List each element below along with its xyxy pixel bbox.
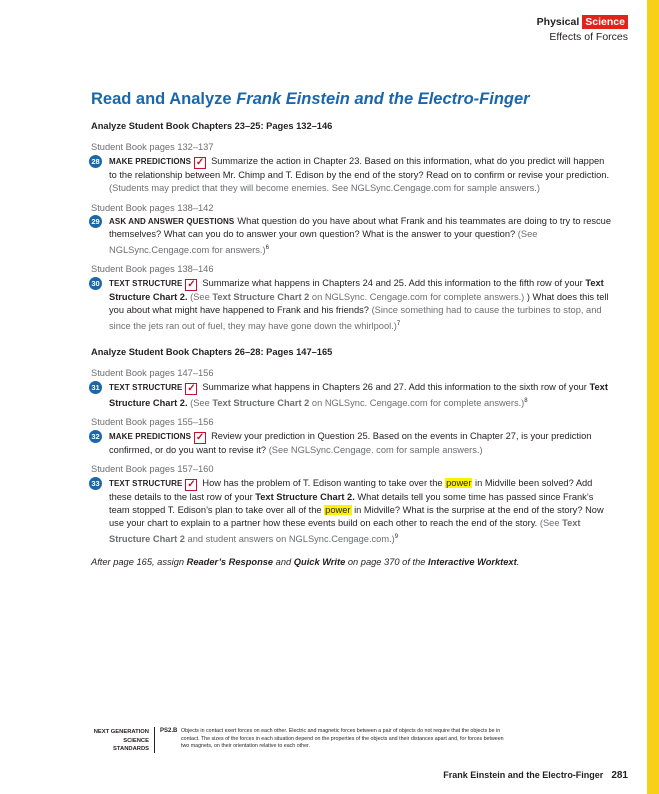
question-item [91, 215, 611, 257]
assignment-note [91, 556, 611, 569]
page-title [91, 90, 530, 109]
assignment-text: on page 370 of the [345, 557, 428, 568]
footnote-marker: 6 [265, 244, 269, 251]
footer-divider [154, 727, 155, 753]
brand-label [534, 15, 628, 29]
standard-description: Objects in contact exert forces on each other. Electric and magnetic forces between a pair of objects do not require that the objects be in contact. The sizes of the forces in each situation depend on the properties of the objects and their distances apart and, for forces between two magnets, on their orientation relative to each other. [181, 728, 504, 750]
answer-text: (See [539, 518, 563, 529]
assignment-title: Reader’s Response [186, 557, 274, 568]
highlighted-word: power [325, 505, 351, 515]
side-color-bar [647, 0, 659, 794]
question-item [91, 477, 611, 547]
question-text: in Midville? What is the surprise at the end of the story? Now use your chart to explain to a partner how these events build on each other to reach the end of the story. [109, 505, 604, 529]
standard-code: PS2.B [160, 728, 178, 734]
skill-label: ASK AND ANSWER QUESTIONS [109, 217, 235, 227]
question-number-badge: 30 [89, 277, 102, 290]
title-book: Frank Einstein and the Electro-Finger [236, 90, 530, 108]
answer-text: (See NGLSync.Cengage. com for sample answers.) [268, 444, 483, 455]
section-heading-1: Analyze Student Book Chapters 23–25: Pages 132–146 [91, 121, 333, 131]
chart-name: Text Structure Chart 2. [109, 277, 604, 302]
standards-label-line: SCIENCE [123, 737, 149, 744]
pages-label: Student Book pages 157–160 [91, 464, 214, 475]
question-text: How has the problem of T. Edison wanting to take over the [202, 477, 446, 488]
question-number-badge: 29 [89, 215, 102, 228]
pages-label: Student Book pages 155–156 [91, 417, 214, 428]
assignment-text: . [516, 557, 520, 568]
skill-label: TEXT STRUCTURE [109, 278, 183, 288]
question-item [91, 381, 611, 411]
question-number-badge: 32 [89, 430, 102, 443]
answer-chart-name: Text Structure Chart 2 [212, 397, 310, 408]
footnote-marker: 7 [396, 320, 401, 327]
question-text: What question do you have about what Frank and his teammates are doing to try to rescue themselves? What can you do to answer your own question? What is the answer to your question? [109, 216, 612, 240]
answer-chart-name: Text Structure Chart 2 [109, 518, 581, 544]
skill-label: MAKE PREDICTIONS [109, 431, 192, 441]
answer-text: (Since something had to cause the turbines to stop, and since the jets ran out of fuel, they may have gone down the whirlpool.) [109, 305, 602, 331]
answer-text: and student answers on NGLSync.Cengage.com.) [184, 533, 395, 544]
page-footer [443, 770, 628, 781]
answer-text: (See NGLSync.Cengage.com for answers.) [109, 229, 538, 255]
skill-label: TEXT STRUCTURE [109, 382, 183, 392]
standards-label-line: STANDARDS [113, 746, 149, 752]
assignment-title: Interactive Worktext [428, 557, 517, 568]
answer-text: (See [190, 397, 213, 408]
checkbox-icon: ✓ [187, 278, 196, 290]
skill-label: TEXT STRUCTURE [109, 478, 183, 488]
checkbox-icon: ✓ [187, 382, 196, 394]
brand-word-science: Science [582, 15, 628, 29]
chart-name: Text Structure Chart 2. [109, 381, 608, 408]
checkbox-icon: ✓ [195, 156, 205, 168]
question-text: Summarize what happens in Chapters 24 and 25. Add this information to the fifth row of your [202, 277, 586, 288]
assignment-text: and [273, 557, 294, 568]
title-lead: Read and Analyze [91, 90, 237, 108]
assignment-title: Quick Write [293, 557, 346, 568]
question-text: Review your prediction in Question 25. Based on the events in Chapter 27, is your prediction confirmed, or do you want to revise it? [109, 430, 592, 455]
pages-label: Student Book pages 132–137 [91, 142, 214, 153]
checkbox-icon: ✓ [195, 431, 205, 443]
question-item [91, 155, 611, 196]
question-text: What details tell you some time has passed since Frank’s team stopped T. Edison’s plan to take over all of the [109, 491, 594, 515]
question-number-badge: 28 [89, 155, 102, 168]
skill-label: MAKE PREDICTIONS [109, 156, 192, 166]
question-text: ) What does this tell you about what might have happened to Frank and his friends? [109, 291, 609, 316]
answer-text: on NGLSync. Cengage.com for complete answers.) [309, 291, 525, 302]
question-item [91, 277, 611, 333]
assignment-text: After page 165, assign [91, 557, 187, 568]
answer-text: on NGLSync. Cengage.com for complete answers.) [309, 397, 525, 408]
answer-chart-name: Text Structure Chart 2 [212, 291, 310, 302]
question-item [91, 430, 611, 457]
question-number-badge: 31 [89, 381, 102, 394]
main-content [91, 120, 611, 570]
highlighted-word: power [446, 477, 472, 488]
brand-word-physical: Physical [536, 16, 580, 28]
pages-label: Student Book pages 138–146 [91, 264, 214, 275]
question-text: in Midville been solved? Add these details to the last row of your [109, 477, 593, 502]
brand-header [534, 15, 628, 43]
standards-label [75, 728, 149, 754]
standards-label-line: NEXT GENERATION [93, 729, 149, 735]
unit-subtitle: Effects of Forces [549, 31, 628, 43]
question-text: Summarize the action in Chapter 23. Based on this information, what do you predict will happen to the relationship between Mr. Chimp and T. Edison by the end of the story? Read on to confirm or revise your prediction. [109, 155, 610, 180]
question-number-badge: 33 [89, 477, 102, 490]
chart-name: Text Structure Chart 2. [255, 491, 355, 502]
footnote-marker: 9 [394, 533, 399, 540]
answer-text: (Students may predict that they will become enemies. See NGLSync.Cengage.com for sample answers.) [109, 183, 540, 194]
answer-text: (See [190, 291, 213, 302]
page-number: 281 [611, 770, 628, 781]
pages-label: Student Book pages 147–156 [91, 368, 214, 379]
question-text: Summarize what happens in Chapters 26 and 27. Add this information to the sixth row of your [202, 381, 590, 392]
footer-book-title: Frank Einstein and the Electro-Finger [443, 770, 604, 780]
checkbox-icon: ✓ [187, 478, 196, 490]
footnote-marker: 8 [524, 397, 528, 404]
section-heading-2: Analyze Student Book Chapters 26–28: Pages 147–165 [91, 347, 333, 358]
pages-label: Student Book pages 138–142 [91, 202, 214, 213]
